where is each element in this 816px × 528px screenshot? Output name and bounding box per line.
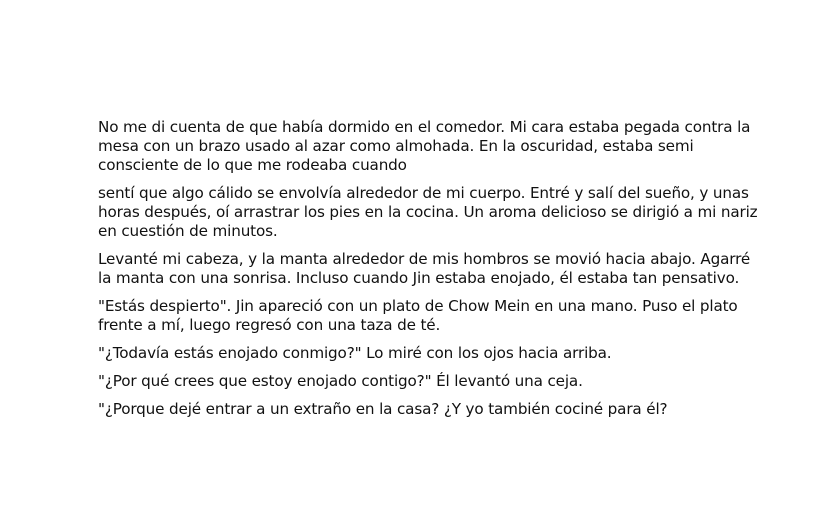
- paragraph-2: sentí que algo cálido se envolvía alrededor de mi cuerpo. Entré y salí del sueño, y unas horas después, oí arrastrar los pies en la cocina. Un aroma delicioso se dirigió a mi nariz en cuestión de minutos.: [98, 184, 758, 240]
- document-body: [98, 118, 758, 428]
- paragraph-6: "¿Por qué crees que estoy enojado contigo?" Él levantó una ceja.: [98, 372, 583, 390]
- paragraph-4: "Estás despierto". Jin apareció con un plato de Chow Mein en una mano. Puso el plato frente a mí, luego regresó con una taza de té.: [98, 297, 738, 334]
- paragraph-5: "¿Todavía estás enojado conmigo?" Lo miré con los ojos hacia arriba.: [98, 344, 612, 362]
- paragraph-7: "¿Porque dejé entrar a un extraño en la casa? ¿Y yo también cociné para él?: [98, 400, 668, 418]
- paragraph-1: No me di cuenta de que había dormido en el comedor. Mi cara estaba pegada contra la mesa con un brazo usado al azar como almohada. En la oscuridad, estaba semi consciente de lo que me rodeaba cuando: [98, 118, 751, 174]
- paragraph-3: Levanté mi cabeza, y la manta alrededor de mis hombros se movió hacia abajo. Agarré la manta con una sonrisa. Incluso cuando Jin estaba enojado, él estaba tan pensativo.: [98, 250, 751, 287]
